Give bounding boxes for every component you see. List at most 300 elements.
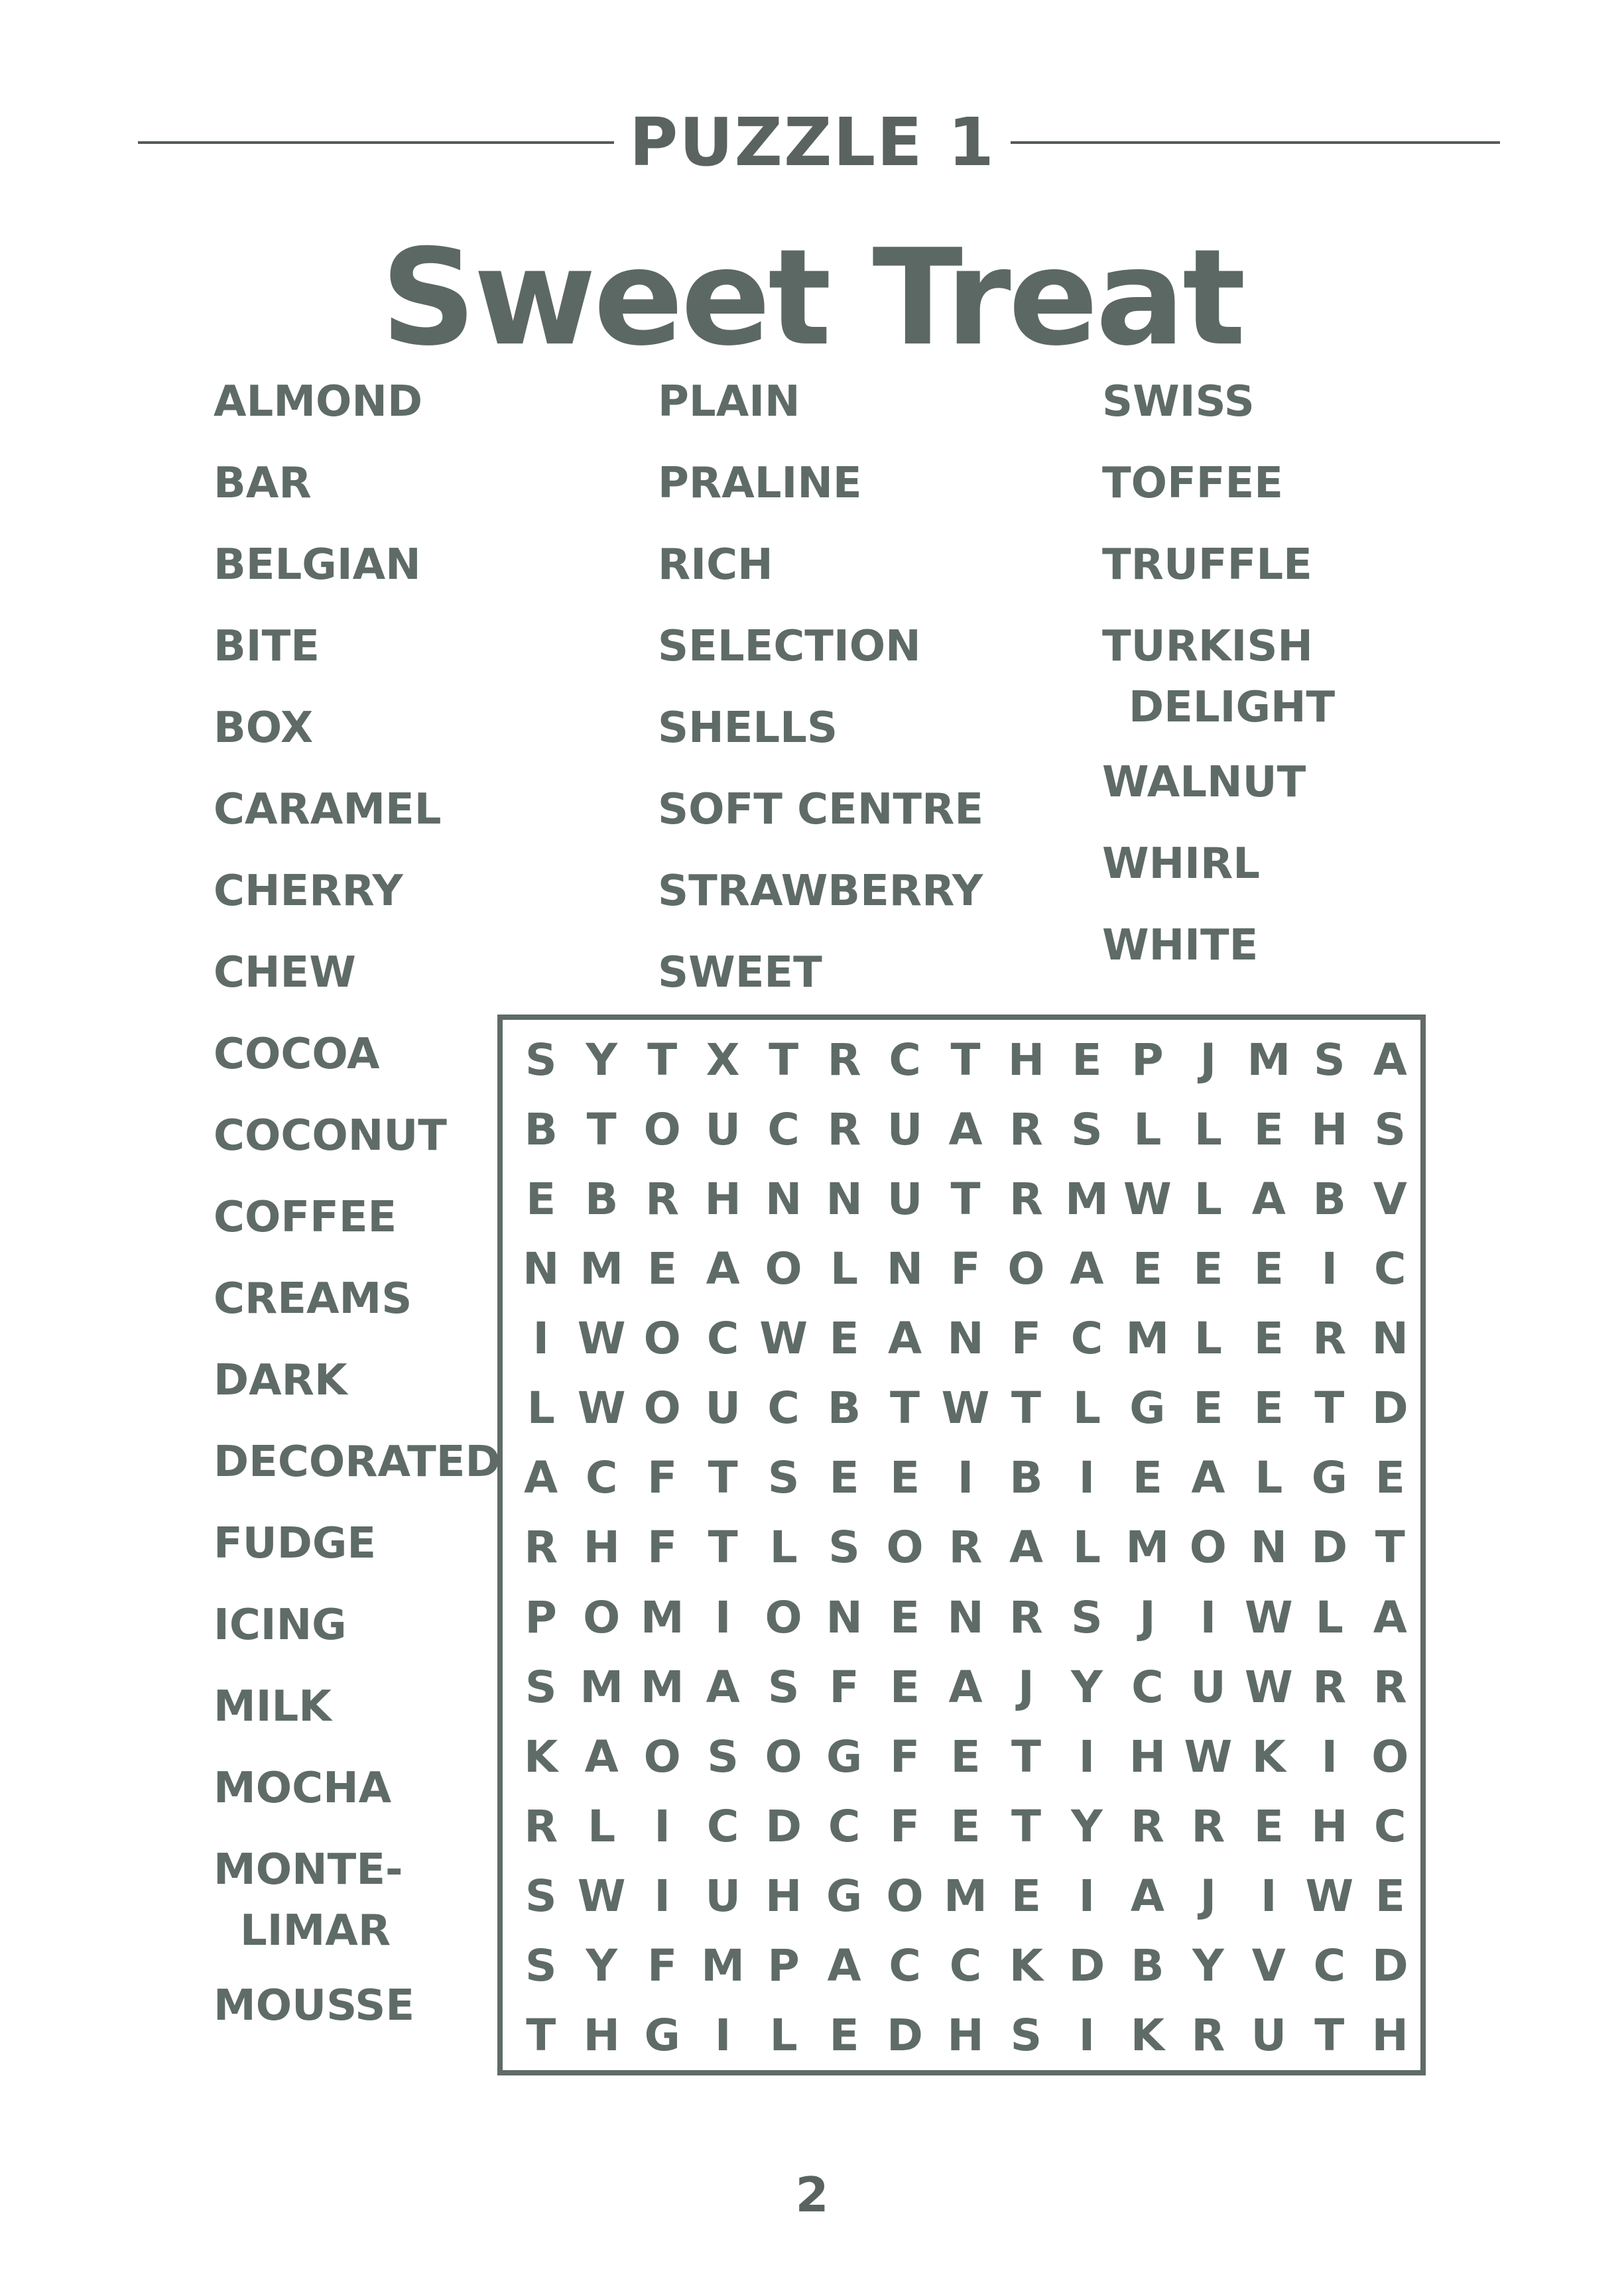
grid-letter[interactable]: T [1011,1383,1041,1434]
grid-letter[interactable]: C [1070,1313,1103,1365]
grid-letter[interactable]: E [1253,1104,1284,1156]
word-list-item [1102,616,1335,738]
grid-letter[interactable]: R [524,1800,558,1852]
grid-letter[interactable]: O [765,1731,802,1782]
grid-letter[interactable]: E [1253,1243,1284,1295]
grid-letter[interactable]: L [1255,1452,1283,1504]
grid-letter[interactable]: E [1072,1034,1102,1086]
grid-letter[interactable]: L [1194,1174,1222,1225]
grid-letter[interactable]: A [1191,1452,1225,1504]
grid-letter[interactable]: Y [1071,1800,1103,1852]
grid-letter[interactable]: A [887,1313,922,1365]
word-list-item [214,453,312,514]
word-list-item [1102,371,1255,432]
grid-letter[interactable]: S [525,1661,557,1713]
word-list-item [658,534,773,595]
grid-letter[interactable]: H [583,2009,620,2061]
grid-letter[interactable]: F [647,1940,678,1991]
word-list-item [658,698,838,759]
grid-letter[interactable]: S [767,1661,800,1713]
grid-letter[interactable]: E [889,1452,920,1504]
grid-letter[interactable]: C [585,1452,618,1504]
grid-letter[interactable]: P [525,1591,557,1643]
grid-letter[interactable]: S [767,1452,800,1504]
grid-letter[interactable]: C [1374,1243,1406,1295]
grid-letter[interactable]: E [950,1731,981,1782]
grid-letter[interactable]: T [1314,1383,1345,1434]
grid-letter[interactable]: T [708,1452,738,1504]
word-text: SWEET [658,948,822,997]
grid-letter[interactable]: C [889,1940,921,1991]
grid-letter[interactable]: C [1313,1940,1346,1991]
grid-letter[interactable]: E [1253,1383,1284,1434]
grid-letter[interactable]: E [889,1591,920,1643]
grid-letter[interactable]: G [826,1731,863,1782]
grid-letter[interactable]: A [1009,1522,1043,1573]
word-list-item [658,779,983,840]
grid-letter[interactable]: I [1078,1870,1095,1922]
word-list-item [214,1105,447,1166]
word-text: SOFT CENTRE [658,785,984,834]
grid-letter[interactable]: A [948,1104,983,1156]
word-list-item [1102,752,1306,813]
grid-letter[interactable]: W [1244,1591,1293,1643]
word-list-item [214,1758,391,1819]
grid-letter[interactable]: F [647,1452,678,1504]
grid-letter[interactable]: I [1261,1870,1277,1922]
grid-letter[interactable]: N [947,1313,984,1365]
grid-letter[interactable]: H [583,1522,620,1573]
grid-letter[interactable]: S [828,1522,860,1573]
grid-letter[interactable]: I [714,1591,731,1643]
word-list-item [214,1268,412,1329]
grid-letter[interactable]: T [586,1104,617,1156]
grid-letter[interactable]: C [949,1940,982,1991]
grid-letter[interactable]: W [577,1313,626,1365]
grid-letter[interactable]: Y [586,1940,618,1991]
grid-letter[interactable]: G [826,1870,863,1922]
word-text: CREAMS [214,1274,412,1324]
word-list-item [214,861,403,922]
word-list-item [658,453,862,514]
word-search-grid [511,1025,1420,2070]
grid-letter[interactable]: E [829,1313,859,1365]
grid-letter[interactable]: S [525,1034,557,1086]
grid-letter[interactable]: E [1253,1313,1284,1365]
grid-letter[interactable]: E [1011,1870,1041,1922]
grid-letter[interactable]: H [1311,1104,1348,1156]
grid-letter[interactable]: M [1065,1174,1109,1225]
word-text: COCOA [214,1030,380,1079]
grid-letter[interactable]: R [1009,1591,1043,1643]
grid-letter[interactable]: U [705,1383,741,1434]
grid-letter[interactable]: K [1251,1731,1286,1782]
grid-letter[interactable]: T [769,1034,799,1086]
grid-letter[interactable]: M [640,1661,684,1713]
grid-letter[interactable]: B [1009,1452,1043,1504]
grid-letter[interactable]: O [643,1104,681,1156]
grid-letter[interactable]: T [950,1034,981,1086]
grid-letter[interactable]: E [526,1174,556,1225]
grid-letter[interactable]: C [767,1383,800,1434]
grid-letter[interactable]: A [1373,1591,1407,1643]
grid-letter[interactable]: R [1191,1800,1225,1852]
grid-letter[interactable]: I [714,2009,731,2061]
grid-letter[interactable]: D [887,2009,923,2061]
word-text: TRUFFLE [1102,540,1312,589]
grid-letter[interactable]: N [523,1243,560,1295]
grid-letter[interactable]: I [1078,1452,1095,1504]
grid-letter[interactable]: D [1371,1940,1408,1991]
grid-letter[interactable]: A [706,1243,740,1295]
grid-letter[interactable]: A [827,1940,861,1991]
grid-letter[interactable]: C [706,1800,739,1852]
grid-letter[interactable]: S [1071,1591,1103,1643]
grid-letter[interactable]: W [1244,1661,1293,1713]
grid-letter[interactable]: E [889,1661,920,1713]
grid-letter[interactable]: K [1130,2009,1164,2061]
grid-letter[interactable]: L [1315,1591,1343,1643]
grid-letter[interactable]: O [886,1522,924,1573]
word-list-item [214,1350,347,1411]
grid-letter[interactable]: F [889,1731,920,1782]
word-text: STRAWBERRY [658,867,983,916]
grid-letter[interactable]: A [948,1661,983,1713]
grid-letter[interactable]: L [1194,1104,1222,1156]
grid-letter[interactable]: P [767,1940,800,1991]
word-list-item [214,1513,376,1574]
grid-letter[interactable]: T [1011,1800,1041,1852]
grid-letter[interactable]: L [769,2009,798,2061]
grid-letter[interactable]: R [827,1034,861,1086]
word-text: MOCHA [214,1764,392,1813]
grid-letter[interactable]: I [957,1452,974,1504]
word-list-item [214,698,313,759]
grid-letter[interactable]: W [577,1383,626,1434]
grid-letter[interactable]: D [1311,1522,1348,1573]
grid-letter[interactable]: E [829,1452,859,1504]
grid-letter[interactable]: E [829,2009,859,2061]
grid-letter[interactable]: D [1371,1383,1408,1434]
header-rule-right [1011,141,1500,144]
grid-letter[interactable]: M [1125,1313,1170,1365]
grid-letter[interactable]: K [524,1731,558,1782]
grid-letter[interactable]: E [1193,1383,1223,1434]
grid-letter[interactable]: L [1072,1383,1101,1434]
grid-letter[interactable]: S [525,1940,557,1991]
grid-letter[interactable]: W [759,1313,808,1365]
grid-letter[interactable]: N [1371,1313,1408,1365]
grid-letter[interactable]: U [887,1174,923,1225]
grid-letter[interactable]: I [654,1800,670,1852]
grid-letter[interactable]: L [1133,1104,1162,1156]
word-list-item [214,534,421,595]
header-rule-left [138,141,614,144]
grid-letter[interactable]: N [826,1174,863,1225]
word-text: SELECTION [658,622,921,671]
grid-letter[interactable]: I [1321,1731,1338,1782]
grid-letter[interactable]: A [1373,1034,1407,1086]
word-search-grid-frame [497,1015,1426,2075]
word-list-item [214,1187,397,1248]
grid-letter[interactable]: C [889,1034,921,1086]
word-text: FUDGE [214,1519,377,1568]
word-list-item [1102,915,1258,976]
grid-letter[interactable]: E [647,1243,678,1295]
grid-letter[interactable]: T [890,1383,920,1434]
grid-letter[interactable]: L [1072,1522,1101,1573]
word-text: SHELLS [658,704,838,753]
grid-letter[interactable]: R [1373,1661,1407,1713]
grid-letter[interactable]: W [577,1870,626,1922]
grid-letter[interactable]: I [532,1313,549,1365]
word-text: PLAIN [658,377,800,426]
grid-letter[interactable]: O [886,1870,924,1922]
grid-letter[interactable]: U [1251,2009,1287,2061]
grid-letter[interactable]: C [1131,1661,1164,1713]
grid-letter[interactable]: H [704,1174,741,1225]
grid-letter[interactable]: N [886,1243,924,1295]
grid-letter[interactable]: A [584,1731,619,1782]
word-text: MOUSSE [214,1981,415,2030]
grid-letter[interactable]: G [1129,1383,1166,1434]
grid-letter[interactable]: X [706,1034,740,1086]
grid-letter[interactable]: Y [586,1034,618,1086]
grid-letter[interactable]: W [1305,1870,1354,1922]
grid-letter[interactable]: C [706,1313,739,1365]
grid-letter[interactable]: W [941,1383,990,1434]
grid-letter[interactable]: S [525,1870,557,1922]
grid-letter[interactable]: M [701,1940,745,1991]
word-text: CHEW [214,948,356,997]
grid-letter[interactable]: D [1068,1940,1105,1991]
grid-letter[interactable]: L [1194,1313,1222,1365]
grid-letter[interactable]: H [1311,1800,1348,1852]
grid-letter[interactable]: E [1132,1452,1162,1504]
grid-letter[interactable]: E [950,1800,981,1852]
grid-letter[interactable]: F [647,1522,678,1573]
grid-letter[interactable]: O [643,1313,681,1365]
grid-letter[interactable]: R [1009,1174,1043,1225]
word-text: WHIRL [1102,839,1261,889]
word-text: COCONUT [214,1111,447,1160]
grid-letter[interactable]: V [1373,1174,1407,1225]
word-text: BITE [214,622,320,671]
grid-letter[interactable]: L [830,1243,859,1295]
word-list-item [658,616,921,677]
grid-letter[interactable]: J [1139,1591,1156,1643]
grid-letter[interactable]: A [706,1661,740,1713]
word-list-item [658,371,800,432]
word-list-item [214,1975,414,2036]
grid-letter[interactable]: A [1130,1870,1164,1922]
grid-letter[interactable]: I [1078,1731,1095,1782]
grid-letter[interactable]: C [767,1104,800,1156]
grid-letter[interactable]: K [1009,1940,1044,1991]
grid-letter[interactable]: G [1311,1452,1347,1504]
grid-letter[interactable]: E [1375,1452,1405,1504]
grid-letter[interactable]: B [524,1104,558,1156]
word-list-item [658,942,822,1003]
grid-letter[interactable]: S [1314,1034,1345,1086]
grid-letter[interactable]: N [826,1591,863,1643]
grid-letter[interactable]: O [583,1591,621,1643]
grid-letter[interactable]: A [524,1452,558,1504]
grid-letter[interactable]: I [1200,1591,1217,1643]
grid-letter[interactable]: I [1078,2009,1095,2061]
puzzle-label: PUZZLE 1 [629,103,995,181]
word-text: DARK [214,1356,347,1405]
grid-letter[interactable]: T [1314,2009,1345,2061]
grid-letter[interactable]: J [1018,1661,1034,1713]
word-list-item [214,616,320,677]
grid-letter[interactable]: J [1200,1034,1217,1086]
grid-letter[interactable]: R [1009,1104,1043,1156]
grid-letter[interactable]: Y [1071,1661,1103,1713]
grid-letter[interactable]: U [887,1104,923,1156]
grid-letter[interactable]: P [1131,1034,1164,1086]
grid-letter[interactable]: S [707,1731,739,1782]
grid-letter[interactable]: F [1011,1313,1041,1365]
word-text: COFFEE [214,1193,397,1242]
word-text: MILK [214,1682,332,1731]
grid-letter[interactable]: O [1189,1522,1227,1573]
word-text: CARAMEL [214,785,442,834]
grid-letter[interactable]: T [526,2009,556,2061]
grid-letter[interactable]: C [828,1800,861,1852]
grid-letter[interactable]: B [827,1383,861,1434]
grid-letter[interactable]: T [1375,1522,1405,1573]
word-list-item [214,1595,347,1656]
grid-letter[interactable]: O [1007,1243,1045,1295]
grid-letter[interactable]: I [1321,1243,1338,1295]
word-text-continued: DELIGHT [1129,683,1336,732]
word-text: BOX [214,704,314,753]
word-text: CHERRY [214,867,403,916]
grid-letter[interactable]: B [1131,1940,1164,1991]
grid-letter[interactable]: B [1312,1174,1346,1225]
word-list-item [214,942,356,1003]
grid-letter[interactable]: N [947,1591,984,1643]
grid-letter[interactable]: R [827,1104,861,1156]
grid-letter[interactable]: M [580,1661,624,1713]
grid-letter[interactable]: N [765,1174,802,1225]
grid-letter[interactable]: R [1130,1800,1164,1852]
grid-letter[interactable]: S [1010,2009,1042,2061]
grid-letter[interactable]: R [645,1174,680,1225]
grid-letter[interactable]: D [765,1800,802,1852]
word-text: PRALINE [658,459,862,508]
grid-letter[interactable]: A [1070,1243,1104,1295]
grid-letter[interactable]: L [588,1800,616,1852]
grid-letter[interactable]: H [947,2009,984,2061]
grid-letter[interactable]: U [705,1104,741,1156]
word-text: BAR [214,459,312,508]
grid-letter[interactable]: E [1193,1243,1223,1295]
grid-letter[interactable]: F [829,1661,859,1713]
grid-letter[interactable]: U [1190,1661,1226,1713]
grid-letter[interactable]: O [765,1591,802,1643]
word-text: TOFFEE [1102,459,1283,508]
grid-letter[interactable]: M [580,1243,624,1295]
grid-letter[interactable]: T [647,1034,678,1086]
grid-letter[interactable]: T [950,1174,981,1225]
word-text: WALNUT [1102,758,1306,807]
grid-letter[interactable]: R [1312,1313,1347,1365]
grid-letter[interactable]: H [1371,2009,1408,2061]
grid-letter[interactable]: N [1250,1522,1287,1573]
grid-letter[interactable]: T [1011,1731,1041,1782]
word-text: RICH [658,540,773,589]
grid-letter[interactable]: A [1251,1174,1286,1225]
grid-letter[interactable]: I [654,1870,670,1922]
grid-letter[interactable]: S [1374,1104,1406,1156]
word-text: ALMOND [214,377,423,426]
grid-letter[interactable]: C [1374,1800,1406,1852]
grid-letter[interactable]: H [1129,1731,1166,1782]
grid-letter[interactable]: R [524,1522,558,1573]
word-text: MONTE- [214,1845,403,1894]
grid-letter[interactable]: O [643,1383,681,1434]
grid-letter[interactable]: M [1125,1522,1170,1573]
word-list-item [658,861,983,922]
grid-letter[interactable]: O [1371,1731,1409,1782]
grid-letter[interactable]: M [1247,1034,1291,1086]
word-text: WHITE [1102,921,1259,970]
grid-letter[interactable]: E [1253,1800,1284,1852]
word-text: BELGIAN [214,540,421,589]
word-list-item [214,1024,380,1085]
word-list-item [214,371,422,432]
grid-letter[interactable]: M [640,1591,684,1643]
word-text: TURKISH [1102,622,1313,671]
grid-letter[interactable]: G [644,2009,680,2061]
grid-letter[interactable]: U [705,1870,741,1922]
grid-letter[interactable]: L [769,1522,798,1573]
puzzle-title: Sweet Treat [381,221,1243,375]
grid-letter[interactable]: B [585,1174,619,1225]
grid-letter[interactable]: E [1132,1243,1162,1295]
grid-letter[interactable]: V [1251,1940,1286,1991]
grid-letter[interactable]: H [1007,1034,1045,1086]
grid-letter[interactable]: J [1200,1870,1217,1922]
word-list-item [1102,453,1283,514]
grid-letter[interactable]: F [889,1800,920,1852]
word-list-item [214,1676,332,1737]
grid-letter[interactable]: M [944,1870,987,1922]
page-number: 2 [795,2167,829,2223]
grid-letter[interactable]: E [1375,1870,1405,1922]
word-list-item [214,1839,403,1961]
grid-letter[interactable]: Y [1192,1940,1224,1991]
grid-letter[interactable]: R [1312,1661,1347,1713]
grid-letter[interactable]: O [643,1731,681,1782]
grid-letter[interactable]: F [950,1243,981,1295]
word-text-continued: LIMAR [240,1906,391,1955]
grid-letter[interactable]: L [527,1383,555,1434]
grid-letter[interactable]: H [765,1870,802,1922]
grid-letter[interactable]: R [948,1522,983,1573]
grid-letter[interactable]: W [1123,1174,1172,1225]
grid-letter[interactable]: W [1184,1731,1233,1782]
word-list-item [1102,534,1312,595]
grid-letter[interactable]: S [1071,1104,1103,1156]
grid-letter[interactable]: R [1191,2009,1225,2061]
grid-letter[interactable]: T [708,1522,738,1573]
word-list-item [214,779,442,840]
word-text: DECORATED [214,1438,501,1487]
grid-letter[interactable]: O [765,1243,802,1295]
